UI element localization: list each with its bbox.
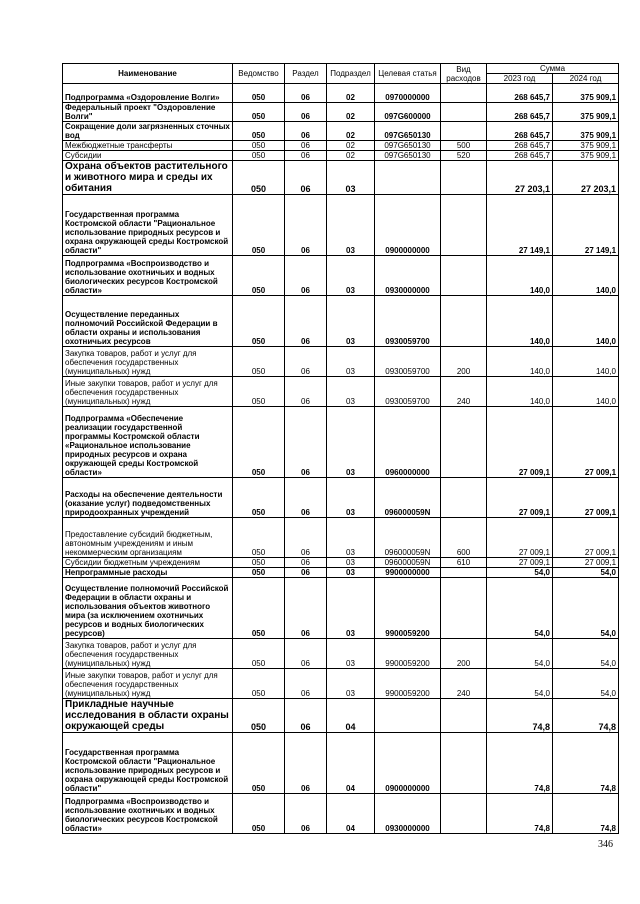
header-subsection: Подраздел [327,64,375,84]
table-row [63,478,619,518]
row-department: 050 [233,377,285,407]
row-subsection: 02 [327,103,375,122]
row-target: 096000059N [375,558,441,568]
row-expense-type [441,122,487,141]
row-sum-2023: 27 009,1 [487,478,553,518]
row-section: 06 [285,141,327,151]
row-department: 050 [233,568,285,578]
table-row [63,347,619,377]
row-subsection: 03 [327,578,375,639]
row-target: 9900059200 [375,639,441,669]
row-department: 050 [233,122,285,141]
row-sum-2023: 27 009,1 [487,518,553,558]
row-sum-2023: 268 645,7 [487,141,553,151]
row-target: 9900059200 [375,578,441,639]
row-sum-2023: 27 009,1 [487,407,553,478]
row-subsection: 03 [327,558,375,568]
row-sum-2023: 268 645,7 [487,122,553,141]
row-department: 050 [233,639,285,669]
row-subsection: 02 [327,122,375,141]
row-sum-2023: 140,0 [487,347,553,377]
row-target: 0960000000 [375,407,441,478]
row-subsection: 03 [327,669,375,699]
table-row [63,296,619,347]
table-row [63,407,619,478]
row-name: Сокращение доли загрязненных сточных вод [63,122,233,141]
row-name: Осуществление переданных полномочий Российской Федерации в области охраны и использования охотничьих ресурсов [63,296,233,347]
table-row [63,578,619,639]
table-row [63,103,619,122]
row-target: 0900000000 [375,733,441,794]
row-sum-2024: 140,0 [553,296,619,347]
table-row [63,794,619,834]
row-expense-type [441,296,487,347]
row-expense-type: 200 [441,639,487,669]
row-target: 9900000000 [375,568,441,578]
row-target: 097G650130 [375,141,441,151]
header-section: Раздел [285,64,327,84]
row-department: 050 [233,347,285,377]
row-target: 096000059N [375,518,441,558]
row-section: 06 [285,699,327,733]
row-section: 06 [285,151,327,161]
row-name: Прикладные научные исследования в области охраны окружающей среды [63,699,233,733]
row-expense-type [441,733,487,794]
row-sum-2024: 375 909,1 [553,84,619,103]
row-sum-2024: 27 203,1 [553,161,619,195]
row-sum-2024: 54,0 [553,639,619,669]
row-name: Подпрограмма «Оздоровление Волги» [63,84,233,103]
row-sum-2023: 54,0 [487,578,553,639]
page-number: 346 [598,839,613,850]
row-sum-2024: 375 909,1 [553,151,619,161]
row-section: 06 [285,518,327,558]
row-department: 050 [233,794,285,834]
row-department: 050 [233,256,285,296]
row-target [375,161,441,195]
row-expense-type: 500 [441,141,487,151]
row-expense-type [441,84,487,103]
row-section: 06 [285,639,327,669]
row-expense-type: 520 [441,151,487,161]
row-target: 096000059N [375,478,441,518]
row-section: 06 [285,377,327,407]
table-row [63,669,619,699]
row-department: 050 [233,195,285,256]
row-subsection: 04 [327,733,375,794]
row-name: Иные закупки товаров, работ и услуг для обеспечения государственных (муниципальных) нужд [63,377,233,407]
row-sum-2023: 140,0 [487,296,553,347]
row-subsection: 03 [327,296,375,347]
row-sum-2024: 27 009,1 [553,407,619,478]
row-sum-2024: 54,0 [553,669,619,699]
row-target: 9900059200 [375,669,441,699]
row-subsection: 03 [327,518,375,558]
row-sum-2023: 54,0 [487,669,553,699]
row-department: 050 [233,518,285,558]
row-target [375,699,441,733]
header-name: Наименование [63,64,233,84]
row-target: 097G650130 [375,151,441,161]
header-expense-type: Вид расходов [441,64,487,84]
row-sum-2023: 74,8 [487,699,553,733]
row-section: 06 [285,669,327,699]
row-subsection: 02 [327,151,375,161]
row-sum-2024: 375 909,1 [553,103,619,122]
row-name: Подпрограмма «Воспроизводство и использование охотничьих и водных биологических ресурсов Костромской области» [63,794,233,834]
row-department: 050 [233,669,285,699]
row-department: 050 [233,733,285,794]
row-sum-2023: 268 645,7 [487,151,553,161]
row-name: Закупка товаров, работ и услуг для обеспечения государственных (муниципальных) нужд [63,347,233,377]
row-department: 050 [233,151,285,161]
row-sum-2023: 54,0 [487,639,553,669]
row-sum-2023: 54,0 [487,568,553,578]
row-expense-type [441,699,487,733]
table-row [63,639,619,669]
row-expense-type [441,195,487,256]
header-department: Ведомство [233,64,285,84]
row-sum-2023: 27 009,1 [487,558,553,568]
row-sum-2024: 74,8 [553,699,619,733]
row-name: Закупка товаров, работ и услуг для обеспечения государственных (муниципальных) нужд [63,639,233,669]
row-name: Предоставление субсидий бюджетным, автономным учреждениям и иным некоммерческим организациям [63,518,233,558]
row-sum-2024: 74,8 [553,794,619,834]
table-row [63,84,619,103]
table-row [63,377,619,407]
row-expense-type: 610 [441,558,487,568]
row-name: Государственная программа Костромской области "Рациональное использование природных ресурсов и охрана окружающей среды Костромской области" [63,195,233,256]
row-sum-2024: 27 009,1 [553,518,619,558]
row-name: Федеральный проект "Оздоровление Волги" [63,103,233,122]
table-row [63,733,619,794]
row-sum-2023: 27 149,1 [487,195,553,256]
row-section: 06 [285,794,327,834]
row-sum-2023: 74,8 [487,794,553,834]
row-section: 06 [285,84,327,103]
row-expense-type: 240 [441,377,487,407]
table-row [63,161,619,195]
row-section: 06 [285,296,327,347]
row-subsection: 03 [327,407,375,478]
row-sum-2023: 74,8 [487,733,553,794]
row-sum-2024: 27 149,1 [553,195,619,256]
table-row [63,699,619,733]
row-department: 050 [233,161,285,195]
row-section: 06 [285,122,327,141]
row-name: Подпрограмма «Воспроизводство и использование охотничьих и водных биологических ресурсов Костромской области» [63,256,233,296]
row-target: 0900000000 [375,195,441,256]
header-year-2024: 2024 год [553,74,619,84]
row-target: 0970000000 [375,84,441,103]
row-sum-2024: 54,0 [553,568,619,578]
row-section: 06 [285,558,327,568]
row-sum-2024: 140,0 [553,256,619,296]
row-section: 06 [285,407,327,478]
row-name: Расходы на обеспечение деятельности (оказание услуг) подведомственных природоохранных учреждений [63,478,233,518]
row-section: 06 [285,568,327,578]
row-section: 06 [285,478,327,518]
row-name: Непрограммные расходы [63,568,233,578]
row-sum-2024: 27 009,1 [553,558,619,568]
row-subsection: 03 [327,161,375,195]
table-row [63,195,619,256]
row-sum-2024: 74,8 [553,733,619,794]
row-section: 06 [285,256,327,296]
row-expense-type [441,103,487,122]
row-expense-type: 240 [441,669,487,699]
row-name: Субсидии [63,151,233,161]
row-sum-2023: 268 645,7 [487,84,553,103]
row-subsection: 03 [327,347,375,377]
table-row [63,256,619,296]
row-sum-2023: 140,0 [487,377,553,407]
row-target: 0930059700 [375,347,441,377]
row-expense-type [441,161,487,195]
row-department: 050 [233,578,285,639]
header-year-2023: 2023 год [487,74,553,84]
table-row [63,141,619,151]
row-subsection: 03 [327,377,375,407]
row-subsection: 03 [327,478,375,518]
row-name: Государственная программа Костромской области "Рациональное использование природных ресурсов и охрана окружающей среды Костромской области" [63,733,233,794]
row-subsection: 03 [327,195,375,256]
row-expense-type: 200 [441,347,487,377]
row-subsection: 02 [327,84,375,103]
row-sum-2024: 140,0 [553,347,619,377]
row-expense-type [441,407,487,478]
row-target: 097G600000 [375,103,441,122]
row-name: Межбюджетные трансферты [63,141,233,151]
row-sum-2023: 140,0 [487,256,553,296]
table-row [63,568,619,578]
row-name: Субсидии бюджетным учреждениям [63,558,233,568]
budget-table [62,63,619,834]
row-department: 050 [233,558,285,568]
row-subsection: 03 [327,639,375,669]
row-department: 050 [233,478,285,518]
row-department: 050 [233,103,285,122]
row-subsection: 04 [327,699,375,733]
table-row [63,558,619,568]
row-name: Охрана объектов растительного и животного мира и среды их обитания [63,161,233,195]
row-department: 050 [233,407,285,478]
row-expense-type [441,256,487,296]
row-target: 0930059700 [375,296,441,347]
row-sum-2024: 27 009,1 [553,478,619,518]
row-department: 050 [233,141,285,151]
row-name: Осуществление полномочий Российской Федерации в области охраны и использования объектов животного мира (за исключением охотничьих ресурсов и водных биологических ресурсов) [63,578,233,639]
row-sum-2023: 27 203,1 [487,161,553,195]
row-section: 06 [285,103,327,122]
table-row [63,122,619,141]
row-department: 050 [233,699,285,733]
row-section: 06 [285,578,327,639]
header-sum: Сумма [487,64,619,74]
header-target: Целевая статья [375,64,441,84]
row-target: 0930059700 [375,377,441,407]
row-sum-2024: 375 909,1 [553,122,619,141]
row-subsection: 02 [327,141,375,151]
row-name: Подпрограмма «Обеспечение реализации государственной программы Костромской области «Рациональное использование природных ресурсов и охрана окружающей среды Костромской области» [63,407,233,478]
row-department: 050 [233,296,285,347]
table-row [63,151,619,161]
row-section: 06 [285,733,327,794]
row-department: 050 [233,84,285,103]
row-sum-2024: 140,0 [553,377,619,407]
row-sum-2024: 375 909,1 [553,141,619,151]
row-expense-type [441,478,487,518]
row-expense-type: 600 [441,518,487,558]
row-expense-type [441,568,487,578]
row-target: 0930000000 [375,794,441,834]
row-subsection: 03 [327,256,375,296]
row-subsection: 04 [327,794,375,834]
table-row [63,518,619,558]
row-sum-2024: 54,0 [553,578,619,639]
table-body [63,84,619,834]
row-target: 097G650130 [375,122,441,141]
row-expense-type [441,578,487,639]
row-section: 06 [285,347,327,377]
row-expense-type [441,794,487,834]
row-section: 06 [285,161,327,195]
row-section: 06 [285,195,327,256]
row-sum-2023: 268 645,7 [487,103,553,122]
row-name: Иные закупки товаров, работ и услуг для обеспечения государственных (муниципальных) нужд [63,669,233,699]
row-subsection: 03 [327,568,375,578]
row-target: 0930000000 [375,256,441,296]
